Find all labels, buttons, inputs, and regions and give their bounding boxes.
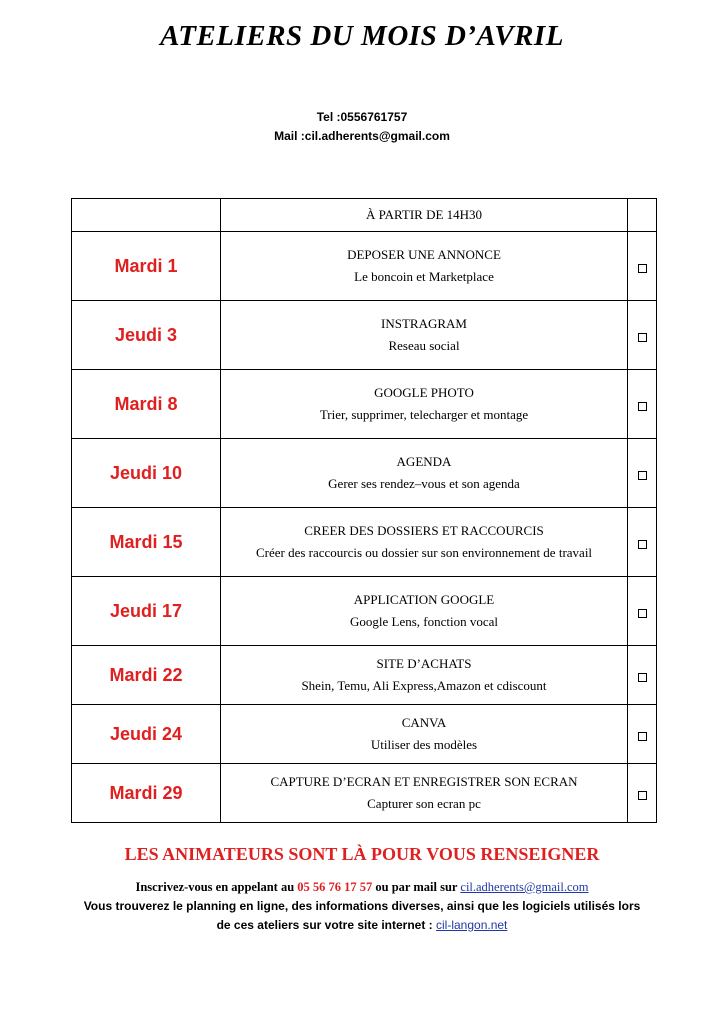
workshop-detail: Utiliser des modèles: [370, 737, 478, 752]
contact-phone: Tel :0556761757: [316, 110, 408, 124]
workshop-checkbox-cell: [628, 577, 657, 646]
workshop-detail: Le boncoin et Marketplace: [354, 269, 494, 284]
footer-phone: 05 56 76 17 57: [297, 880, 373, 894]
workshop-day: Jeudi 24: [72, 705, 221, 764]
workshop-activity-cell: [221, 764, 628, 823]
header-start-time: À PARTIR DE 14H30: [221, 199, 628, 232]
signup-checkbox[interactable]: [638, 609, 647, 618]
workshop-activity-cell: [221, 508, 628, 577]
workshop-activity-cell: [221, 705, 628, 764]
workshop-checkbox-cell: [628, 370, 657, 439]
table-header-row: [72, 199, 657, 232]
workshop-activity-cell: [221, 646, 628, 705]
workshop-heading: GOOGLE PHOTO: [374, 385, 474, 400]
table-row: [72, 370, 657, 439]
workshop-detail: Reseau social: [388, 338, 460, 353]
table-row: [72, 577, 657, 646]
workshop-detail: Gerer ses rendez–vous et son agenda: [328, 476, 520, 491]
workshop-checkbox-cell: [628, 301, 657, 370]
workshop-day: Mardi 1: [72, 232, 221, 301]
footer-line-website: [0, 916, 724, 935]
workshop-checkbox-cell: [628, 705, 657, 764]
footer-title: LES ANIMATEURS SONT LÀ POUR VOUS RENSEIGNER: [124, 844, 600, 864]
workshop-detail: Shein, Temu, Ali Express,Amazon et cdiscount: [301, 678, 547, 693]
signup-checkbox[interactable]: [638, 732, 647, 741]
signup-checkbox[interactable]: [638, 673, 647, 682]
workshop-day: Mardi 15: [72, 508, 221, 577]
signup-checkbox[interactable]: [638, 791, 647, 800]
workshop-heading: DEPOSER UNE ANNONCE: [347, 247, 501, 262]
workshop-heading: INSTRAGRAM: [381, 316, 467, 331]
table-row: [72, 764, 657, 823]
footer-website-link[interactable]: cil-langon.net: [436, 918, 508, 932]
workshop-checkbox-cell: [628, 232, 657, 301]
table-row: [72, 508, 657, 577]
workshop-day: Jeudi 17: [72, 577, 221, 646]
footer-email-link[interactable]: cil.adherents@gmail.com: [460, 880, 589, 894]
footer-line-signup: [0, 878, 724, 897]
workshop-heading: CREER DES DOSSIERS ET RACCOURCIS: [304, 523, 544, 538]
workshop-checkbox-cell: [628, 764, 657, 823]
workshop-heading: SITE D’ACHATS: [376, 656, 472, 671]
table-row: [72, 232, 657, 301]
workshop-table: [71, 198, 657, 823]
workshop-day: Mardi 8: [72, 370, 221, 439]
signup-checkbox[interactable]: [638, 333, 647, 342]
workshop-detail: Google Lens, fonction vocal: [349, 614, 498, 629]
page-title: ATELIERS DU MOIS D’AVRIL: [160, 20, 564, 52]
signup-checkbox[interactable]: [638, 264, 647, 273]
signup-checkbox[interactable]: [638, 471, 647, 480]
footer-website-prefix: de ces ateliers sur votre site internet :: [216, 918, 437, 932]
table-row: [72, 705, 657, 764]
workshop-day: Mardi 22: [72, 646, 221, 705]
workshop-heading: CANVA: [401, 715, 447, 730]
signup-checkbox[interactable]: [638, 402, 647, 411]
workshop-day: Jeudi 10: [72, 439, 221, 508]
workshop-activity-cell: [221, 301, 628, 370]
workshop-detail: Créer des raccourcis ou dossier sur son environnement de travail: [255, 545, 593, 560]
contact-block: [0, 108, 724, 146]
footer-signup-prefix: Inscrivez-vous en appelant au: [135, 880, 298, 894]
workshop-activity-cell: [221, 439, 628, 508]
workshop-activity-cell: [221, 232, 628, 301]
workshop-detail: Capturer son ecran pc: [367, 796, 481, 811]
signup-checkbox[interactable]: [638, 540, 647, 549]
workshop-checkbox-cell: [628, 508, 657, 577]
workshop-heading: APPLICATION GOOGLE: [353, 592, 495, 607]
workshop-activity-cell: [221, 370, 628, 439]
footer-block: [0, 878, 724, 935]
workshop-day: Mardi 29: [72, 764, 221, 823]
workshop-checkbox-cell: [628, 646, 657, 705]
workshop-activity-cell: [221, 577, 628, 646]
header-empty-cell: [628, 199, 657, 232]
footer-line-planning: Vous trouverez le planning en ligne, des informations diverses, ainsi que les logiciels utilisés lors: [83, 899, 641, 913]
contact-email: Mail :cil.adherents@gmail.com: [274, 129, 450, 143]
workshop-heading: CAPTURE D’ECRAN ET ENREGISTRER SON ECRAN: [270, 774, 578, 789]
table-row: [72, 301, 657, 370]
footer-signup-middle: ou par mail sur: [372, 880, 461, 894]
header-empty-cell: [72, 199, 221, 232]
table-row: [72, 439, 657, 508]
workshop-day: Jeudi 3: [72, 301, 221, 370]
workshop-checkbox-cell: [628, 439, 657, 508]
table-row: [72, 646, 657, 705]
workshop-detail: Trier, supprimer, telecharger et montage: [319, 407, 529, 422]
workshop-heading: AGENDA: [396, 454, 452, 469]
